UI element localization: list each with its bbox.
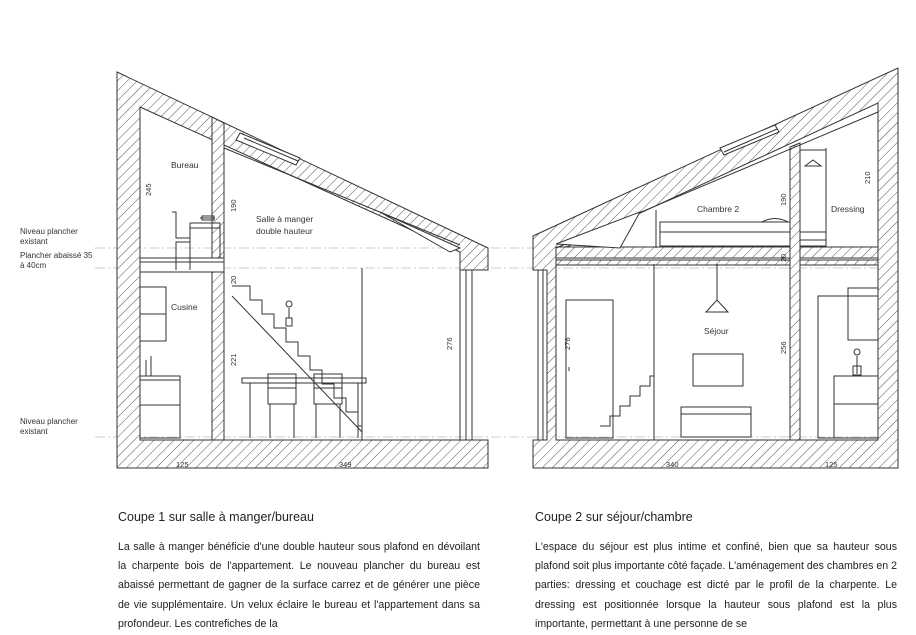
dim-bedroom-height: 190	[779, 193, 788, 206]
dim-width-right: 349	[339, 460, 352, 469]
level-note-lowered: Plancher abaissé 35 à 40cm	[20, 251, 93, 270]
section-2-caption: Coupe 2 sur séjour/chambre	[535, 510, 693, 524]
dim-width-left: 125	[176, 460, 189, 469]
room-label-bedroom: Chambre 2	[697, 204, 740, 214]
dim-width-left-2: 340	[666, 460, 679, 469]
section-1-drawing	[117, 72, 488, 468]
section-1-text: La salle à manger bénéficie d'une double hauteur sous plafond en dévoilant la charpente bois de l'appartement. Le nouveau plancher du bureau est abaissé permettant de gagner de la surface carrez et de générer une pièce de vie supplémentaire. Un velux éclaire le bureau et l'appartement dans sa profondeur. Les contrefiches de la	[118, 541, 480, 630]
dim-lower-height: 221	[229, 353, 238, 366]
room-label-office: Bureau	[171, 160, 199, 170]
dim-living-left-height: 276	[563, 337, 572, 350]
dim-floor-thickness-2: 20	[779, 253, 788, 262]
section-2-text: L'espace du séjour est plus intime et confiné, bien que sa hauteur sous plafond soit plus importante côté façade. L'aménagement des chambres en 2 parties: dressing et couchage est dicté par le profil de la charpente. Le dressing est positionnée lorsque la hauteur sous plafond est la plus importante, permettant à une personne de se	[535, 541, 897, 630]
room-label-dressing: Dressing	[831, 204, 865, 214]
room-label-kitchen: Cusine	[171, 302, 198, 312]
dim-dressing-height: 210	[863, 171, 872, 184]
dim-width-right-2: 125	[825, 460, 838, 469]
dim-living-height: 256	[779, 341, 788, 354]
dim-office-height: 245	[144, 183, 153, 196]
room-label-living: Séjour	[704, 326, 729, 336]
level-note-existing-bottom: Niveau plancher existant	[20, 417, 78, 436]
dim-upper-height: 190	[229, 199, 238, 212]
level-note-existing-top: Niveau plancher existant	[20, 227, 78, 246]
room-label-dining-line1: Salle à manger	[256, 214, 314, 224]
section-1-caption: Coupe 1 sur salle à manger/bureau	[118, 510, 314, 524]
room-label-dining-line2: double hauteur	[256, 226, 313, 236]
dim-double-height: 276	[445, 337, 454, 350]
dim-floor-thickness: 20	[229, 275, 238, 284]
